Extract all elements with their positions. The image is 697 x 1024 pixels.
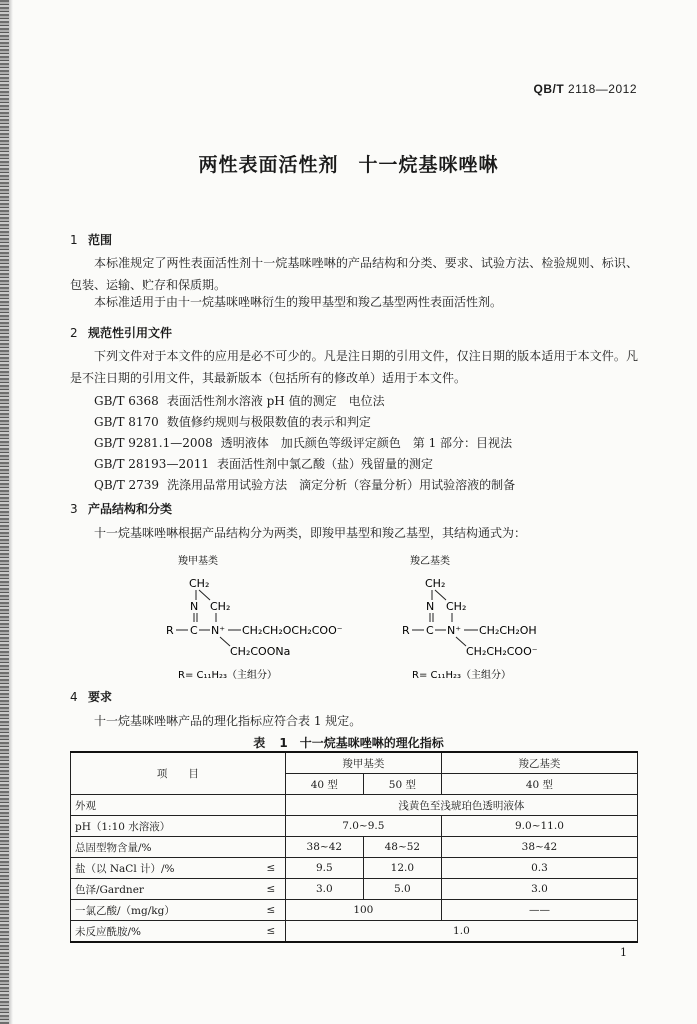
ring-n: N — [190, 600, 199, 613]
section-1-heading: 1 范围 — [70, 233, 113, 247]
r-group: R — [166, 624, 174, 637]
scope-paragraph-2: 本标准适用于由十一烷基咪唑啉衍生的羧甲基型和羧乙基型两性表面活性剂。 — [94, 295, 503, 309]
c-atom: C — [426, 624, 434, 637]
table-row: 未反应酰胺/% ≤ 1.0 — [71, 921, 638, 943]
table-row: 一氯乙酸/（mg/kg） ≤ 100 —— — [71, 900, 638, 921]
r-definition: R= C₁₁H₂₃（主组分） — [178, 670, 278, 680]
type-label: 羧甲基类 — [178, 556, 218, 567]
section-4-heading: 4 要求 — [70, 690, 113, 704]
header-group-1: 羧甲基类 — [285, 752, 441, 774]
table-caption: 表 1 十一烷基咪唑啉的理化指标 — [253, 736, 444, 750]
ref-item: GB/T 9281.1—2008 透明液体 加氏颜色等级评定颜色 第 1 部分：目视法 — [94, 436, 513, 450]
ref-item: GB/T 28193—2011 表面活性剂中氯乙酸（盐）残留量的测定 — [94, 457, 433, 471]
header-item: 项 目 — [71, 752, 286, 795]
c-atom: C — [190, 624, 198, 637]
type-label: 羧乙基类 — [410, 556, 450, 567]
ch2-top: CH₂ — [189, 577, 210, 590]
carboxymethyl-formula — [166, 554, 343, 680]
table-row: 盐（以 NaCl 计）/% ≤ 9.5 12.0 0.3 — [71, 858, 638, 879]
ref-item: QB/T 2739 洗涤用品常用试验方法 滴定分析（容量分析）用试验溶液的制备 — [94, 478, 516, 492]
page-number: 1 — [620, 946, 627, 959]
spec-table — [70, 751, 638, 943]
ring-ch2: CH₂ — [210, 600, 231, 613]
main-chain: CH₂CH₂OH — [479, 624, 537, 637]
refs-intro: 下列文件对于本文件的应用是必不可少的。凡是注日期的引用文件，仅注日期的版本适用于本文件。凡是不注日期的引用文件，其最新版本（包括所有的修改单）适用于本文件。 — [70, 349, 638, 385]
ref-item: GB/T 8170 数值修约规则与极限数值的表示和判定 — [94, 415, 371, 429]
r-definition: R= C₁₁H₂₃（主组分） — [412, 670, 512, 680]
section-2-heading: 2 规范性引用文件 — [70, 326, 173, 340]
ch2-top: CH₂ — [425, 577, 446, 590]
table-header-row — [71, 752, 638, 774]
n-plus: N⁺ — [211, 624, 226, 637]
ring-n: N — [426, 600, 435, 613]
table-row: 色泽/Gardner ≤ 3.0 5.0 3.0 — [71, 879, 638, 900]
branch-chain: CH₂CH₂COO⁻ — [466, 645, 538, 658]
structure-paragraph: 十一烷基咪唑啉根据产品结构分为两类，即羧甲基型和羧乙基型，其结构通式为： — [94, 526, 527, 540]
table-row: pH（1:10 水溶液） 7.0~9.5 9.0~11.0 — [71, 816, 638, 837]
carboxyethyl-formula — [402, 554, 538, 680]
header-sub-2: 50 型 — [363, 774, 441, 795]
n-plus: N⁺ — [447, 624, 462, 637]
structural-formulas — [0, 550, 697, 680]
ring-ch2: CH₂ — [446, 600, 467, 613]
scope-paragraph-1: 本标准规定了两性表面活性剂十一烷基咪唑啉的产品结构和分类、要求、试验方法、检验规则、标识、包装、运输、贮存和保质期。 — [70, 256, 638, 292]
r-group: R — [402, 624, 410, 637]
table-row: 总固型物含量/% 38~42 48~52 38~42 — [71, 837, 638, 858]
header-sub-1: 40 型 — [285, 774, 363, 795]
main-chain: CH₂CH₂OCH₂COO⁻ — [242, 624, 343, 637]
document-title: 两性表面活性剂 十一烷基咪唑啉 — [198, 154, 499, 176]
table-row: 外观 浅黄色至浅琥珀色透明液体 — [71, 795, 638, 816]
requirements-paragraph: 十一烷基咪唑啉产品的理化指标应符合表 1 规定。 — [94, 714, 362, 728]
section-3-heading: 3 产品结构和分类 — [70, 502, 173, 516]
header-group-2: 羧乙基类 — [441, 752, 637, 774]
standard-code: QB/T 2118—2012 — [533, 82, 637, 96]
ref-item: GB/T 6368 表面活性剂水溶液 pH 值的测定 电位法 — [94, 394, 385, 408]
branch-chain: CH₂COONa — [230, 645, 291, 658]
header-sub-3: 40 型 — [441, 774, 637, 795]
